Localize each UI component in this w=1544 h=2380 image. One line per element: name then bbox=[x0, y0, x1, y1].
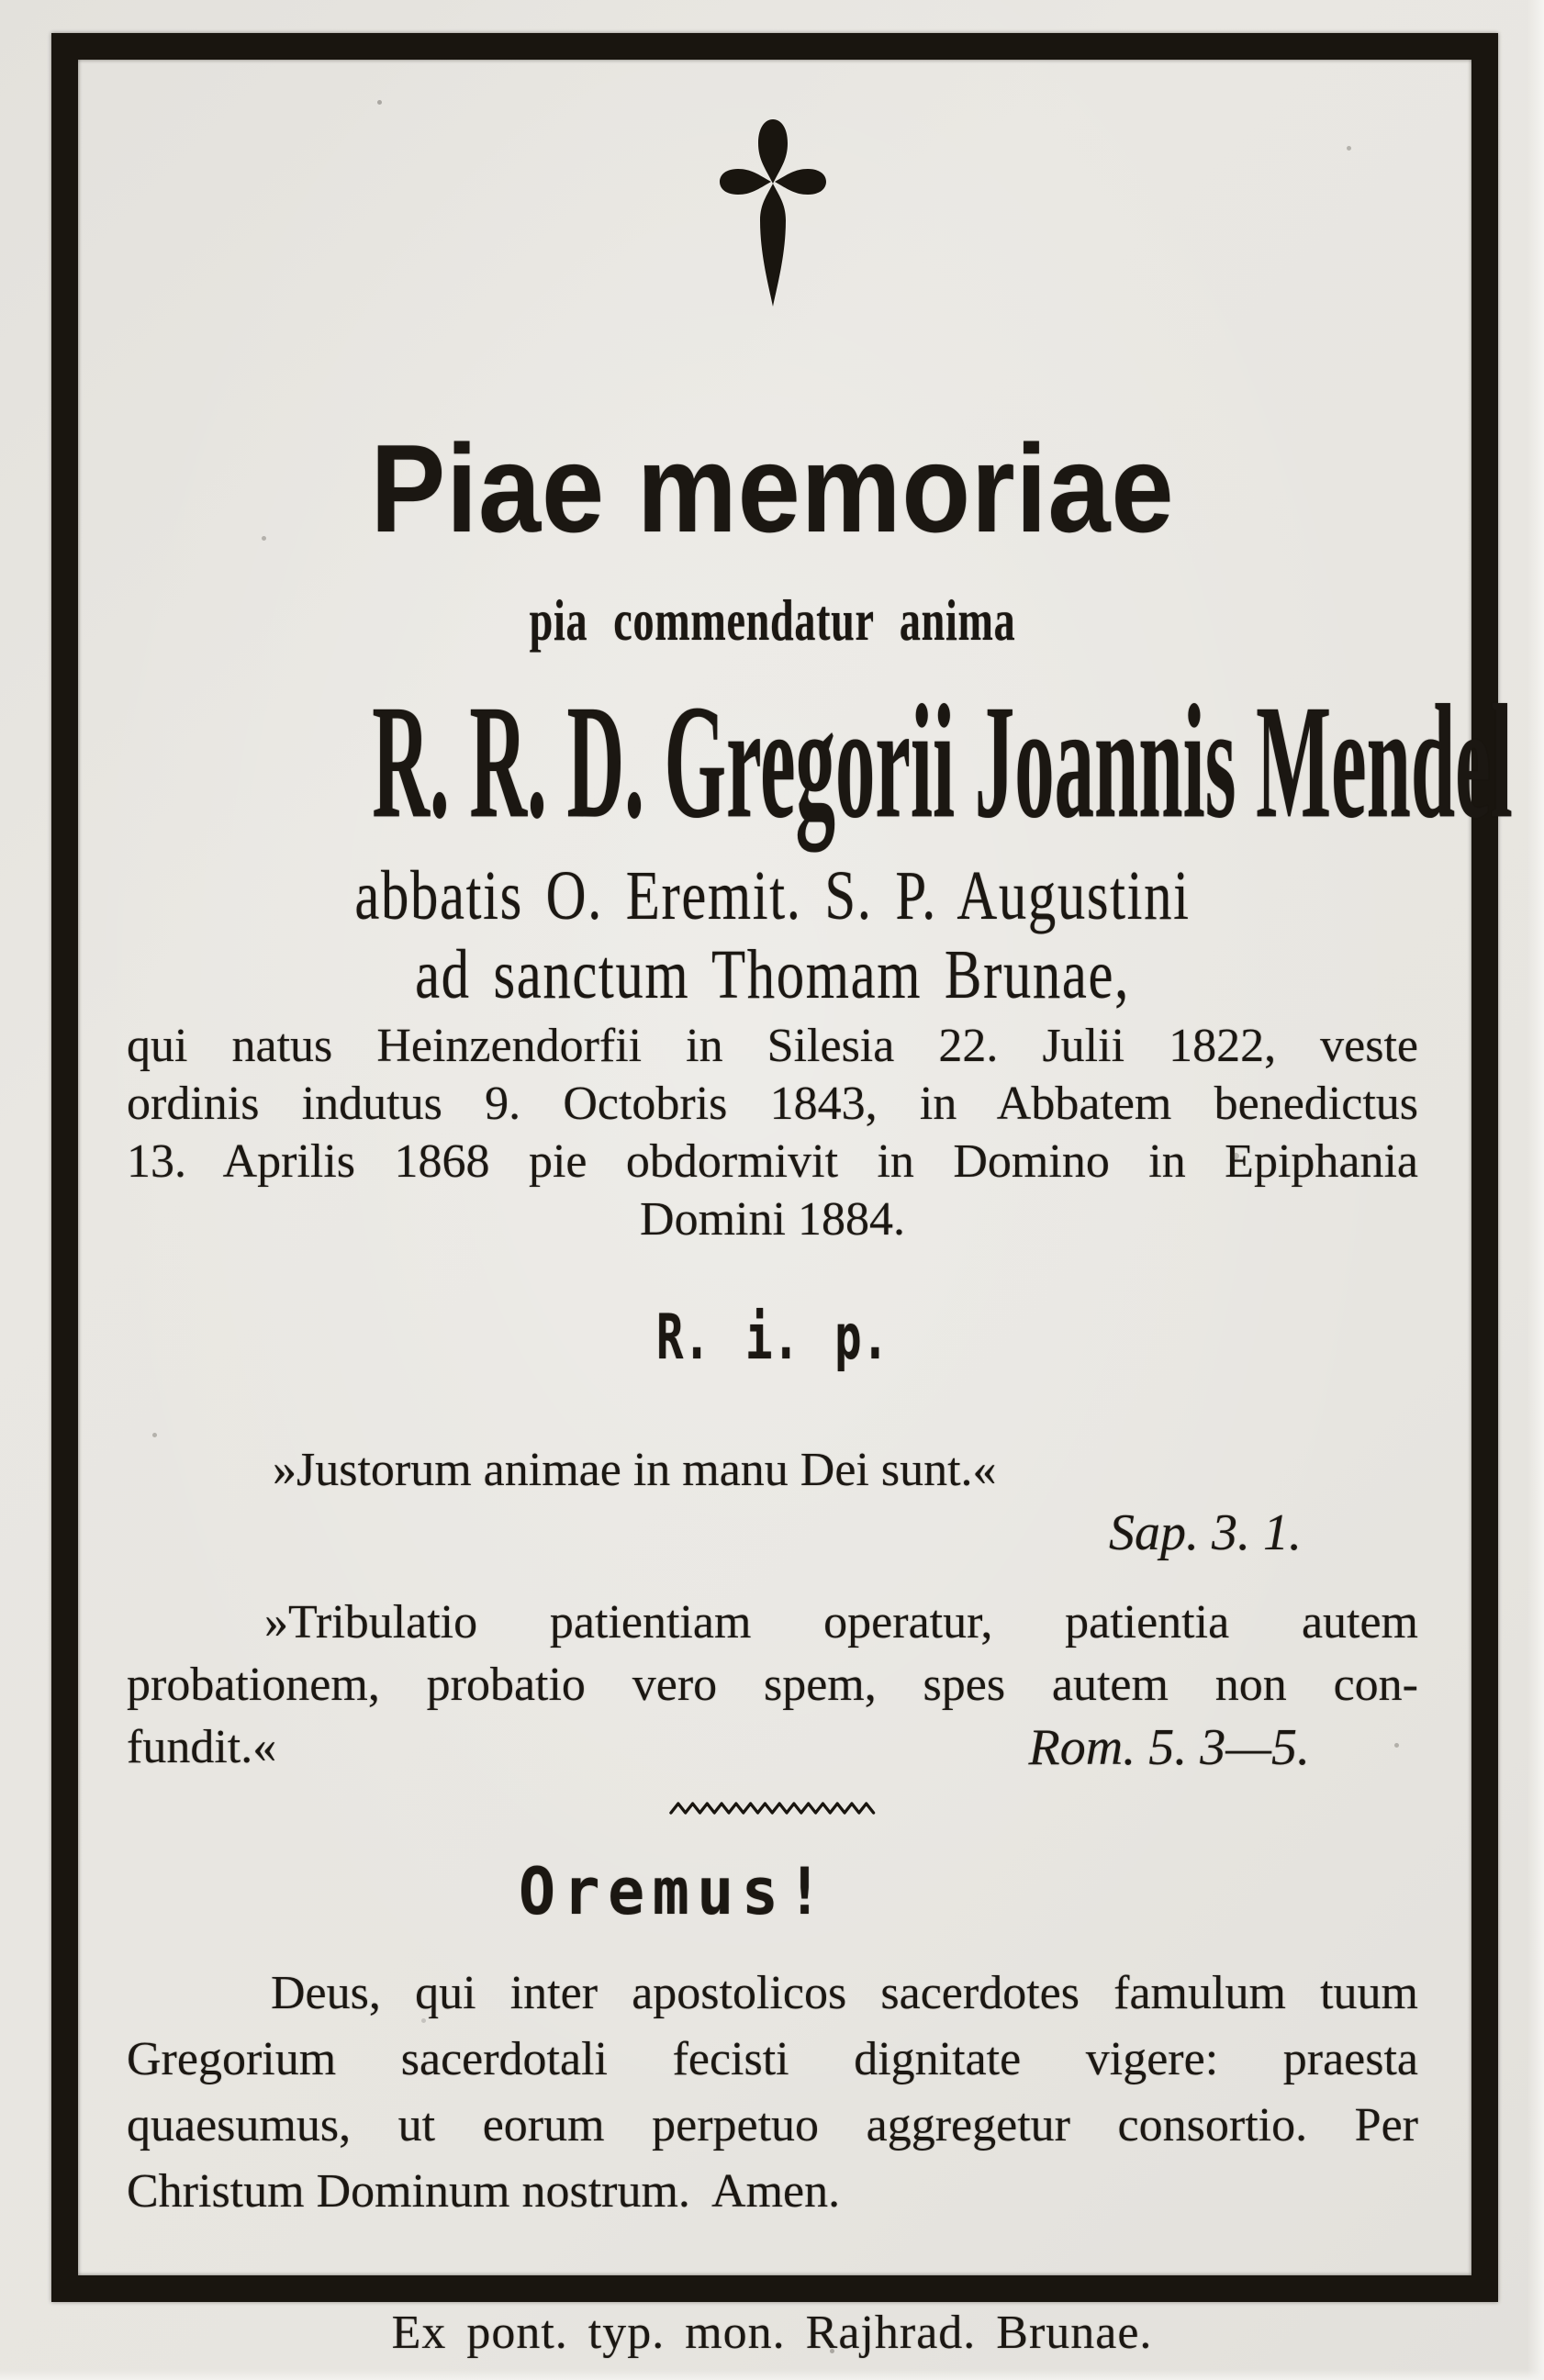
quote-2-line: probationem, probatio vero spem, spes autem non con- bbox=[127, 1659, 1418, 1711]
prayer-line: Christum Dominum nostrum. Amen. bbox=[127, 2165, 841, 2218]
biography-line: Domini 1884. bbox=[640, 1193, 905, 1246]
scripture-reference-2: Rom. 5. 3—5. bbox=[1028, 1719, 1310, 1776]
scripture-reference-1: Sap. 3. 1. bbox=[1109, 1504, 1302, 1561]
cross-ornament bbox=[127, 112, 1418, 318]
role-line-1: abbatis O. Eremit. S. P. Augustini bbox=[354, 857, 1191, 934]
biography-line: 13. Aprilis 1868 pie obdormivit in Domino in Epiphania bbox=[127, 1135, 1418, 1188]
wavy-divider bbox=[127, 1797, 1418, 1824]
quote-2-line: »Tribulatio patientiam operatur, patientia autem bbox=[264, 1596, 1418, 1648]
prayer-line: Gregorium sacerdotali fecisti dignitate vigere: praesta bbox=[127, 2033, 1418, 2085]
printer-imprint: Ex pont. typ. mon. Rajhrad. Brunae. bbox=[391, 2307, 1153, 2359]
biography-line: ordinis indutus 9. Octobris 1843, in Abbatem benedictus bbox=[127, 1078, 1418, 1130]
scripture-quote-1: »Justorum animae in manu Dei sunt.« bbox=[273, 1444, 997, 1496]
oremus-heading: Oremus! bbox=[519, 1854, 832, 1929]
photo-edge-highlight-bottom bbox=[0, 2369, 1544, 2380]
biography-line: qui natus Heinzendorfii in Silesia 22. Julii 1822, veste bbox=[127, 1020, 1418, 1072]
rip-abbreviation: R. i. p. bbox=[655, 1302, 889, 1374]
memorial-cross-icon bbox=[718, 112, 828, 314]
role-line-2: ad sanctum Thomam Brunae, bbox=[415, 936, 1130, 1013]
biography-paragraph bbox=[127, 1017, 1418, 1248]
deceased-name: R. R. D. Gregorii Joannis Mendel bbox=[372, 671, 1513, 853]
photo-edge-highlight-right bbox=[1527, 0, 1544, 2380]
quote-2-line: fundit.« bbox=[127, 1721, 277, 1773]
prayer-paragraph bbox=[127, 1961, 1418, 2225]
paper-dust-specks bbox=[0, 0, 3, 3]
prayer-line: Deus, qui inter apostolicos sacerdotes famulum tuum bbox=[271, 1967, 1418, 2019]
card-title: Piae memoriae bbox=[370, 419, 1175, 558]
oremus-heading-row bbox=[127, 1854, 1418, 1929]
card-subtitle: pia commendatur anima bbox=[529, 587, 1016, 653]
wavy-divider-icon bbox=[667, 1797, 878, 1819]
scripture-quote-2 bbox=[127, 1592, 1418, 1779]
prayer-line: quaesumus, ut eorum perpetuo aggregetur consortio. Per bbox=[127, 2099, 1418, 2151]
